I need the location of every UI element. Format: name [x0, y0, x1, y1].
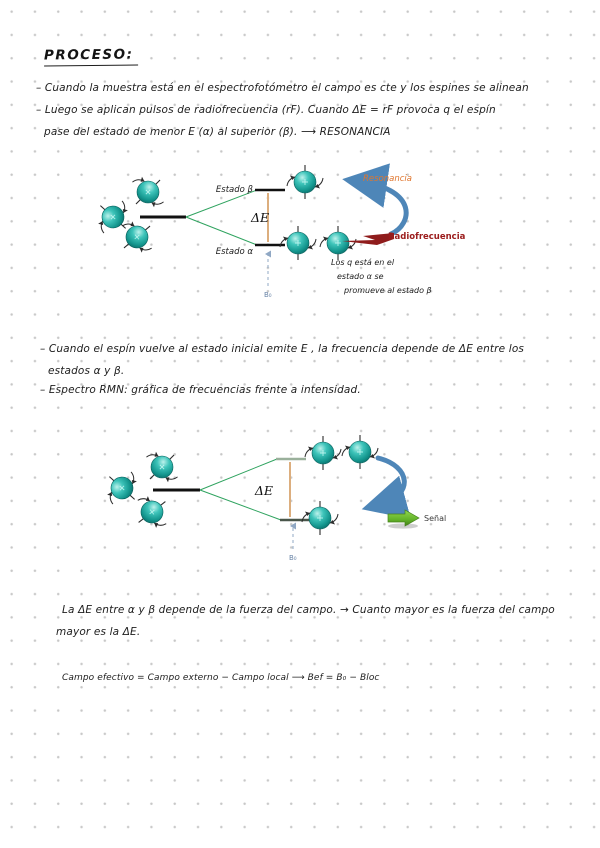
nucleus-sphere	[302, 501, 338, 535]
delta-e-label: ΔE	[251, 210, 270, 225]
nucleus-sphere	[305, 436, 341, 470]
radiofrecuencia-label: Radiofrecuencia	[388, 232, 466, 242]
handwritten-line-2: – Luego se aplican pulsos de radiofrecuencia (rF). Cuando ΔE = rF provoca q el espín	[36, 104, 496, 116]
diagram-resonance	[60, 160, 480, 312]
note-line-2: estado α se	[337, 272, 384, 281]
diagram-signal	[80, 425, 470, 580]
handwritten-line-8: mayor es la ΔE.	[56, 626, 141, 638]
handwritten-line-4: – Cuando el espín vuelve al estado inicial emite E , la frecuencia depende de ΔE entre los	[40, 343, 525, 355]
radiofrequency-arrow	[342, 233, 394, 245]
resonance-curved-arrow	[362, 182, 406, 234]
nucleus-sphere	[128, 487, 177, 536]
nucleus-sphere	[137, 442, 186, 491]
b0-label: B₀	[264, 291, 272, 299]
note-line-1: Los q está en el	[331, 258, 395, 267]
handwritten-line-7: La ΔE entre α y β depende de la fuerza del campo. → Cuanto mayor es la fuerza del campo	[62, 604, 555, 616]
handwritten-line-5: estados α y β.	[48, 365, 125, 377]
nucleus-sphere	[320, 226, 356, 260]
split-line-lower	[186, 217, 257, 245]
relaxation-curved-arrow	[378, 458, 404, 504]
handwritten-line-1: – Cuando la muestra está en el espectrofotómetro el campo es cte y los espines se alinean	[36, 82, 529, 94]
nucleus-sphere	[280, 226, 316, 260]
handwritten-line-6: – Espectro RMN: gráfica de frecuencias frente a intensidad.	[40, 384, 361, 396]
estado-alpha-label: Estado α	[215, 247, 253, 257]
nucleus-sphere	[97, 463, 146, 513]
nucleus-sphere	[287, 165, 323, 199]
handwritten-line-3: pase del estado de menor E (α) al superior (β). ⟶ RESONANCIA	[44, 126, 391, 138]
senal-label: Señal	[424, 514, 447, 523]
resonancia-label: Resonancia	[363, 174, 412, 184]
note-line-3: promueve al estado β	[344, 286, 432, 295]
handwritten-formula: Campo efectivo = Campo externo − Campo local ⟶ Bef = B₀ − Bloc	[62, 673, 380, 683]
senal-arrow-shadow	[388, 523, 418, 528]
nucleus-sphere	[342, 435, 378, 469]
page-title: PROCESO:	[44, 47, 138, 67]
estado-beta-label: Estado β	[215, 185, 253, 195]
delta-e-label: ΔE	[254, 483, 273, 498]
nucleus-sphere	[123, 167, 172, 216]
b0-label: B₀	[289, 554, 297, 562]
